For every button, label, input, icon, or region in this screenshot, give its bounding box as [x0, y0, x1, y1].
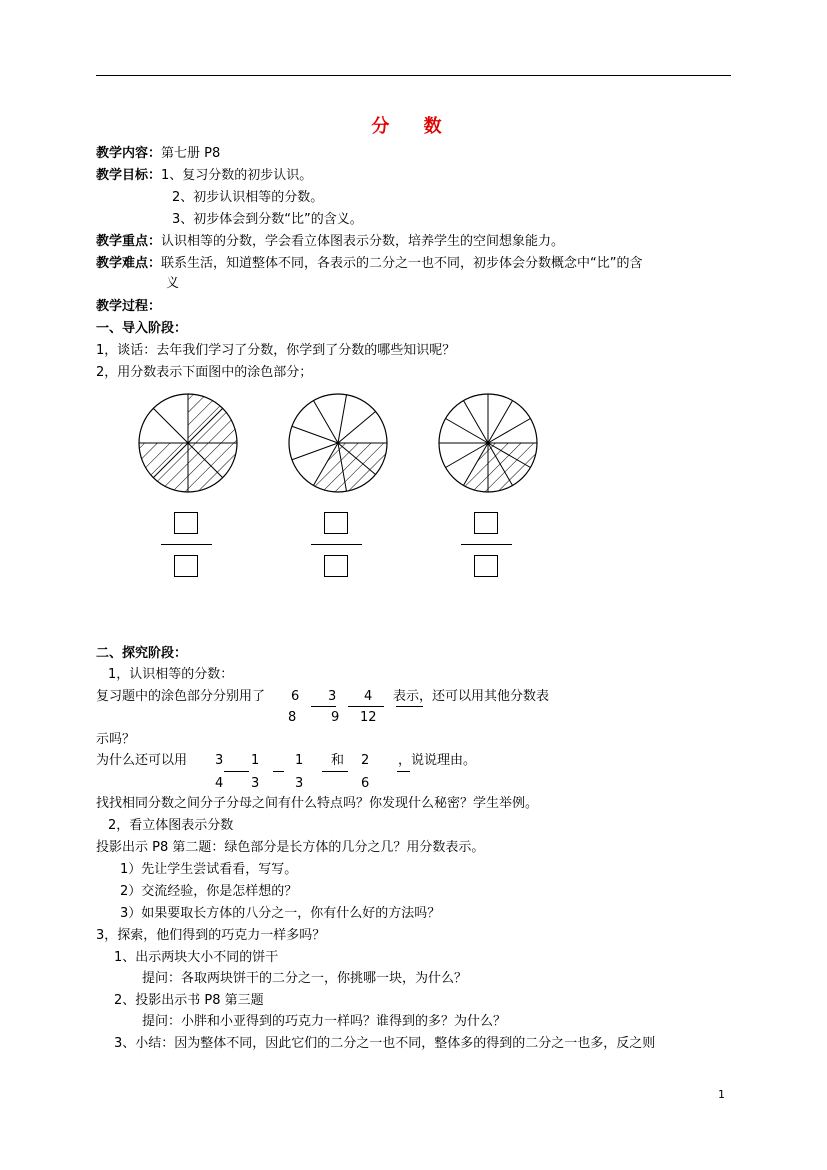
content-row [96, 145, 220, 163]
pie-eighths [126, 385, 250, 505]
summary-line: 3、小结：因为整体不同，因此它们的二分之一也不同，整体多的得到的二分之一也多，反之则 [114, 1036, 656, 1051]
sector-divider [488, 401, 513, 443]
goal-item-3: 3、初步体会到分数“比”的含义。 [172, 212, 363, 227]
why-line-2 [273, 771, 284, 772]
key-row [96, 233, 564, 251]
difficulty-text-cont: 义 [166, 276, 180, 291]
stage1-line-2: 2，用分数表示下面图中的涂色部分； [96, 365, 313, 380]
stage1-heading: 一、导入阶段： [96, 321, 188, 336]
explore-item-2: 2、投影出示书 P8 第三题 [114, 993, 264, 1008]
explore-item-1: 1、出示两块大小不同的饼干 [114, 950, 279, 965]
goals-label: 教学目标： [96, 168, 162, 183]
answer-box-denominator-1[interactable] [174, 555, 198, 577]
review-frac-3-den: 12 [360, 710, 377, 725]
difficulty-label: 教学难点： [96, 256, 162, 271]
review-cont: 示吗？ [96, 732, 136, 747]
answer-box-denominator-3[interactable] [474, 555, 498, 577]
content-label: 教学内容： [96, 146, 162, 161]
why-line-4 [397, 771, 410, 772]
review-frac-1-num: 6 [291, 689, 300, 704]
sector-divider [314, 401, 339, 443]
goal-item-2: 2、初步认识相等的分数。 [172, 190, 324, 205]
why-frac-3-den: 3 [295, 776, 304, 791]
fraction-bar-3 [461, 544, 512, 545]
why-frac-2-num: 1 [251, 753, 260, 768]
stage2-heading: 二、探究阶段： [96, 646, 188, 661]
sector-divider [464, 401, 489, 443]
stage2-sub1: 1，认识相等的分数： [108, 667, 234, 682]
why-frac-3-num: 1 [295, 753, 304, 768]
review-line-1 [311, 706, 336, 707]
pie-twelfths [426, 385, 550, 505]
projection-line: 投影出示 P8 第二题：绿色部分是长方体的几分之几？用分数表示。 [96, 840, 485, 855]
process-heading: 教学过程： [96, 299, 162, 314]
pie-ninths [276, 385, 400, 505]
review-frac-3-num: 4 [364, 689, 373, 704]
page-number: 1 [718, 1088, 725, 1101]
review-line-3 [396, 706, 423, 707]
fraction-bar-1 [161, 544, 212, 545]
why-post: ，说说理由。 [398, 753, 477, 768]
explore-ask-2: 提问：小胖和小亚得到的巧克力一样吗？谁得到的多？为什么？ [142, 1014, 507, 1029]
fraction-bar-2 [311, 544, 362, 545]
stage2-sub3: 3，探索，他们得到的巧克力一样多吗？ [96, 928, 326, 943]
why-line-3 [322, 771, 348, 772]
explore-ask-1: 提问：各取两块饼干的二分之一，你挑哪一块，为什么？ [142, 971, 468, 986]
answer-box-denominator-2[interactable] [324, 555, 348, 577]
why-and: 和 [331, 753, 345, 768]
answer-box-numerator-2[interactable] [324, 512, 348, 534]
sector-divider [338, 395, 347, 443]
stage2-sub2: 2，看立体图表示分数 [108, 818, 234, 833]
key-text: 认识相等的分数，学会看立体图表示分数，培养学生的空间想象能力。 [161, 234, 565, 249]
why-pre: 为什么还可以用 [96, 753, 188, 768]
review-frac-2-num: 3 [328, 689, 337, 704]
review-line-2 [348, 706, 384, 707]
review-frac-1-den: 8 [288, 710, 297, 725]
review-pre: 复习题中的涂色部分分别用了 [96, 689, 266, 704]
answer-box-numerator-1[interactable] [174, 512, 198, 534]
difficulty-row [96, 255, 643, 273]
review-post: 表示，还可以用其他分数表 [393, 689, 550, 704]
step-1: 1）先让学生尝试看看，写写。 [120, 862, 298, 877]
sector-divider [338, 412, 376, 443]
review-frac-2-den: 9 [331, 710, 340, 725]
difficulty-text: 联系生活，知道整体不同，各表示的二分之一也不同，初步体会分数概念中“比”的含 [161, 256, 643, 271]
why-frac-4-num: 2 [361, 753, 370, 768]
sector-divider [446, 419, 488, 444]
answer-box-numerator-3[interactable] [474, 512, 498, 534]
key-label: 教学重点： [96, 234, 162, 249]
why-frac-1-num: 3 [215, 753, 224, 768]
goal-item-1: 1、复习分数的初步认识。 [161, 168, 313, 183]
goals-row [96, 167, 312, 185]
step-2: 2）交流经验，你是怎样想的？ [120, 884, 298, 899]
stage1-line-1: 1，谈话：去年我们学习了分数，你学到了分数的哪些知识呢？ [96, 343, 456, 358]
why-frac-1-den: 4 [215, 776, 224, 791]
sector-divider [292, 426, 338, 443]
sector-divider [488, 419, 530, 444]
page-title: 分 数 [371, 116, 456, 137]
why-frac-2-den: 3 [251, 776, 260, 791]
find-line: 找找相同分数之间分子分母之间有什么特点吗？你发现什么秘密？学生举例。 [96, 796, 539, 811]
why-frac-4-den: 6 [361, 776, 370, 791]
step-3: 3）如果要取长方体的八分之一，你有什么好的方法吗？ [120, 906, 441, 921]
sector-divider [153, 408, 188, 443]
content-text: 第七册 P8 [161, 146, 221, 161]
why-line-1 [224, 771, 249, 772]
header-rule [96, 75, 731, 76]
